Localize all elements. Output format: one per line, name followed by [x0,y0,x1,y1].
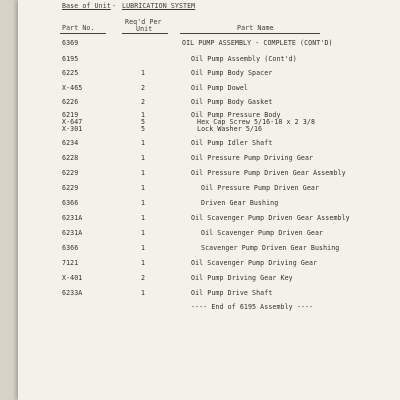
table-row-part-no: 6366 [62,244,79,252]
table-row-qty: 1 [140,169,146,177]
table-row-qty: 1 [140,184,146,192]
table-row-part-name: Oil Pump Body Spacer [191,69,273,77]
table-row-part-name: Scavenger Pump Driven Gear Bushing [201,244,340,252]
end-of-assembly-note: ---- End of 6195 Assembly ---- [191,303,314,311]
table-row-part-name: Oil Pump Driving Gear Key [191,274,293,282]
table-row-qty: 5 [140,125,146,133]
table-row-qty: 2 [140,274,146,282]
table-row-part-name: Oil Pump Body Gasket [191,98,273,106]
table-row-part-name: Oil Pressure Pump Driving Gear [191,154,314,162]
table-row-part-name: Driven Gear Bushing [201,199,279,207]
table-row-qty: 1 [140,199,146,207]
table-row-part-no: 6229 [62,184,79,192]
table-row-qty: 1 [140,111,146,119]
table-row-part-no: 6231A [62,214,83,222]
table-row-part-no: 6234 [62,139,79,147]
table-row-part-no: 6229 [62,169,79,177]
table-row-part-name: Oil Scavenger Pump Driven Gear [201,229,324,237]
table-row-qty: 2 [140,84,146,92]
table-row-qty: 1 [140,244,146,252]
system-title: LUBRICATION SYSTEM [122,2,196,10]
table-row-part-name: Oil Pump Dowel [191,84,248,92]
table-row-part-no: 6233A [62,289,83,297]
table-row-part-no: X-647 [62,118,83,126]
table-row-part-no: 7121 [62,259,79,267]
table-row-part-no: 6228 [62,154,79,162]
header-underline-reqd [122,33,168,34]
table-row-part-name: Oil Scavenger Pump Driven Gear Assembly [191,214,350,222]
header-underline-part-name [180,33,320,34]
column-header-reqd-per: Req'd Per [125,18,162,26]
table-row-part-name: Hex Cap Screw 5/16-18 x 2 3/8 [197,118,316,126]
table-row-qty: 1 [140,229,146,237]
table-row-qty: 1 [140,69,146,77]
table-row-part-name: Oil Scavenger Pump Driving Gear [191,259,318,267]
table-row-part-no: 6231A [62,229,83,237]
table-row-part-name: Lock Washer 5/16 [197,125,263,133]
table-row-qty: 1 [140,289,146,297]
dash-separator: - [112,2,117,10]
table-row-part-no: 6226 [62,98,79,106]
table-row-part-name: Oil Pressure Pump Driven Gear Assembly [191,169,346,177]
table-row-part-no: X-465 [62,84,83,92]
table-row-part-name: Oil Pump Idler Shaft [191,139,273,147]
table-row-part-no: 6366 [62,199,79,207]
table-row-part-name: OIL PUMP ASSEMBLY - COMPLETE (CONT'D) [182,39,333,47]
table-row-part-no: 6219 [62,111,79,119]
table-row-part-name: Oil Pressure Pump Driven Gear [201,184,320,192]
table-row-qty: 1 [140,214,146,222]
table-row-part-no: 6369 [62,39,79,47]
table-row-qty: 2 [140,98,146,106]
table-row-qty: 1 [140,259,146,267]
table-row-part-name: Oil Pump Drive Shaft [191,289,273,297]
column-header-part-name: Part Name [237,24,274,32]
base-of-unit-label: Base of Unit [62,2,111,10]
table-row-qty: 1 [140,139,146,147]
table-row-part-no: X-401 [62,274,83,282]
table-row-qty: 5 [140,118,146,126]
header-underline-part-no [60,33,106,34]
table-row-qty: 1 [140,154,146,162]
column-header-part-no: Part No. [62,24,95,32]
table-row-part-name: Oil Pump Assembly (Cont'd) [191,55,297,63]
table-row-part-name: Oil Pump Pressure Body [191,111,281,119]
table-row-part-no: 6195 [62,55,79,63]
table-row-part-no: X-301 [62,125,83,133]
table-row-part-no: 6225 [62,69,79,77]
column-header-unit: Unit [136,25,153,33]
